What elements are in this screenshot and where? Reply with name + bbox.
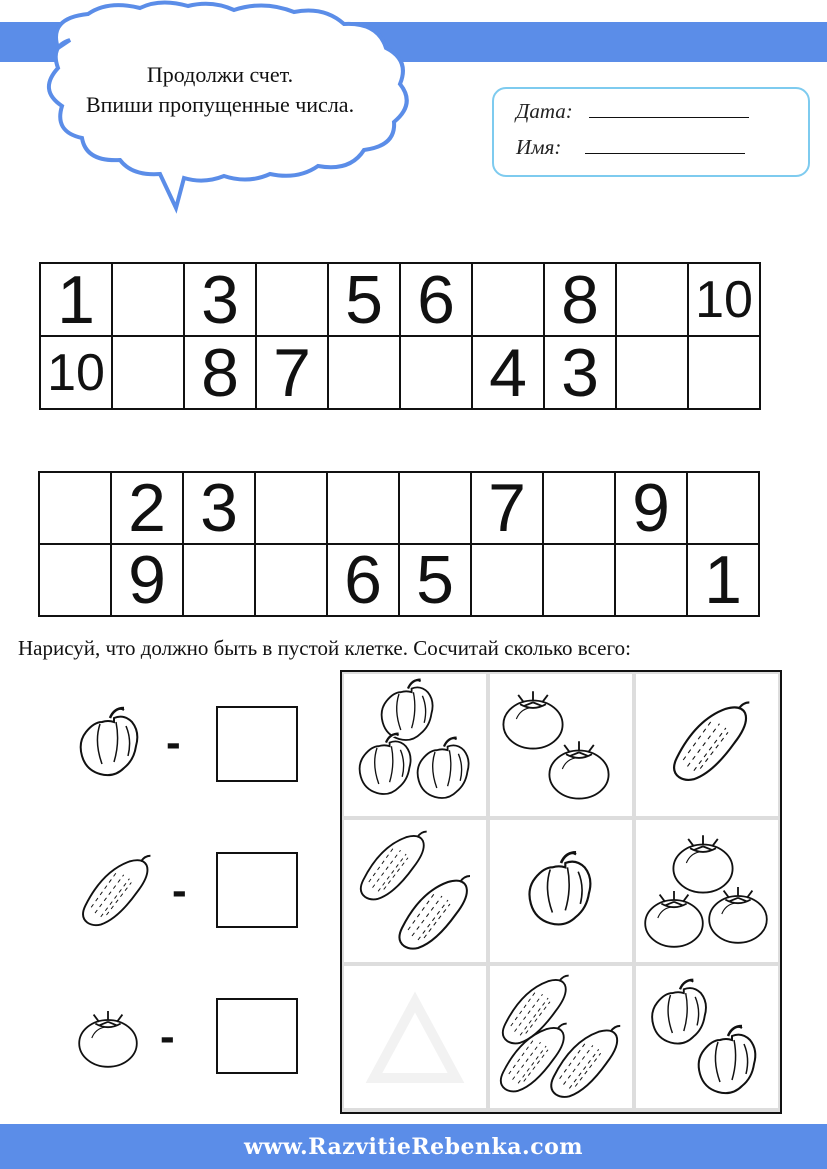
cucumber-single-icon	[636, 674, 778, 816]
grid2-cell[interactable]: 3	[183, 472, 255, 544]
pepper-single-icon	[490, 820, 632, 962]
date-field[interactable]	[589, 99, 749, 118]
name-field[interactable]	[585, 135, 745, 154]
grid1-cell[interactable]	[112, 263, 184, 336]
pic-cell-2-tomatoes	[490, 674, 632, 816]
pic-cell-empty[interactable]	[344, 966, 486, 1108]
grid1-cell[interactable]	[256, 263, 328, 336]
grid2-cell[interactable]	[615, 544, 687, 616]
footer-url[interactable]: www.RazvitieRebenka.com	[243, 1133, 584, 1160]
grid1-cell[interactable]: 8	[184, 336, 256, 409]
grid2-cell[interactable]: 7	[471, 472, 543, 544]
grid2-cell[interactable]	[39, 544, 111, 616]
cloud-line-1: Продолжи счет.	[146, 62, 294, 87]
count-row-tomato	[70, 996, 310, 1076]
peppers-group-icon	[344, 674, 486, 816]
grid1-cell[interactable]: 5	[328, 263, 400, 336]
pic-cell-1-pepper	[490, 820, 632, 962]
dash: -	[166, 718, 181, 767]
pic-cell-2-cucumbers	[344, 820, 486, 962]
grid1-row-1	[40, 263, 760, 336]
grid2-row-1	[39, 472, 759, 544]
grid2-cell[interactable]: 2	[111, 472, 183, 544]
number-grid-2	[38, 471, 760, 617]
tomatoes-group-icon	[490, 674, 632, 816]
grid2-cell[interactable]	[255, 472, 327, 544]
pepper-icon	[70, 704, 150, 784]
grid1-cell[interactable]: 4	[472, 336, 544, 409]
footer-bar	[0, 1124, 827, 1169]
grid1-cell[interactable]: 3	[544, 336, 616, 409]
grid1-cell[interactable]: 3	[184, 263, 256, 336]
pic-cell-3-tomatoes	[636, 820, 778, 962]
grid2-cell[interactable]	[687, 472, 759, 544]
grid1-cell[interactable]	[112, 336, 184, 409]
grid2-cell[interactable]: 5	[399, 544, 471, 616]
drawing-instruction: Нарисуй, что должно быть в пустой клетке. Сосчитай сколько всего:	[18, 636, 631, 660]
grid2-cell[interactable]	[399, 472, 471, 544]
answer-box-pepper[interactable]	[216, 706, 298, 782]
grid1-cell[interactable]: 10	[40, 336, 112, 409]
grid1-cell[interactable]: 1	[40, 263, 112, 336]
count-row-pepper	[70, 704, 310, 784]
picture-grid	[340, 670, 782, 1114]
grid2-cell[interactable]	[39, 472, 111, 544]
grid1-cell[interactable]: 6	[400, 263, 472, 336]
answer-box-cucumber[interactable]	[216, 852, 298, 928]
cucumber-icon	[74, 850, 160, 936]
pic-cell-1-cucumber	[636, 674, 778, 816]
grid1-cell[interactable]: 8	[544, 263, 616, 336]
name-row	[516, 135, 745, 160]
grid1-cell[interactable]	[328, 336, 400, 409]
grid1-cell[interactable]: 10	[688, 263, 760, 336]
speech-cloud-icon	[0, 0, 450, 240]
tomatoes-triple-icon	[636, 820, 778, 962]
grid2-cell[interactable]	[543, 544, 615, 616]
answer-box-tomato[interactable]	[216, 998, 298, 1074]
cloud-text	[50, 60, 390, 120]
grid1-cell[interactable]	[616, 336, 688, 409]
cloud-line-2: Впиши пропущенные числа.	[85, 92, 355, 117]
tomato-icon	[72, 1002, 144, 1074]
grid2-cell[interactable]	[543, 472, 615, 544]
pic-cell-3-peppers	[344, 674, 486, 816]
cucumbers-group-icon	[344, 820, 486, 962]
grid1-cell[interactable]	[688, 336, 760, 409]
name-label: Имя:	[516, 135, 562, 159]
grid1-row-2	[40, 336, 760, 409]
grid2-cell[interactable]	[255, 544, 327, 616]
info-box	[492, 87, 810, 177]
pic-cell-2-peppers	[636, 966, 778, 1108]
grid2-cell[interactable]	[471, 544, 543, 616]
grid2-cell[interactable]: 1	[687, 544, 759, 616]
count-row-cucumber	[70, 850, 310, 930]
grid2-cell[interactable]	[183, 544, 255, 616]
grid2-row-2	[39, 544, 759, 616]
grid1-cell[interactable]	[472, 263, 544, 336]
grid2-cell[interactable]: 9	[615, 472, 687, 544]
date-label: Дата:	[516, 99, 573, 123]
grid2-cell[interactable]	[327, 472, 399, 544]
dash: -	[172, 866, 187, 915]
pic-cell-3-cucumbers	[490, 966, 632, 1108]
grid2-cell[interactable]: 6	[327, 544, 399, 616]
number-grid-1	[39, 262, 761, 410]
grid1-cell[interactable]	[616, 263, 688, 336]
date-row	[516, 99, 749, 124]
cucumbers-triple-icon	[490, 966, 632, 1108]
ghost-triangle-icon	[344, 966, 486, 1108]
grid2-cell[interactable]: 9	[111, 544, 183, 616]
grid1-cell[interactable]: 7	[256, 336, 328, 409]
peppers-pair-icon	[636, 966, 778, 1108]
grid1-cell[interactable]	[400, 336, 472, 409]
dash: -	[160, 1012, 175, 1061]
